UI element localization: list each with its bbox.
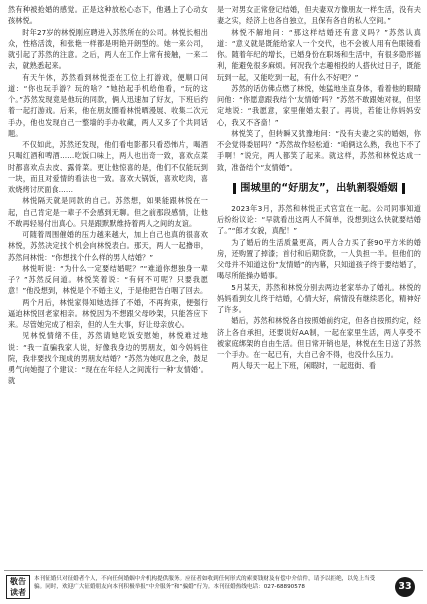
paragraph: 林悦听说：“为什么一定要结婚呢？”“难道你想独身一辈子？”苏然反问道。林悦笑着说：“有何不可呢？只要我愿意！”他没想到，林悦是个不婚主义，于是他把告白咽了回去。 — [8, 263, 208, 296]
paragraph: 两人每天一起上下班，闲暇时，一起逛街、看 — [231, 361, 377, 371]
left-column — [8, 4, 208, 387]
right-column — [217, 4, 421, 372]
paragraph: 林悦隔天就是同款的自己。苏然想，如果能跟林悦在一起，自己肯定是一辈子不会感到无聊。但之前那段感情，让他不敢再轻易付出真心。只是跟默默维持着两人之间的友谊。 — [8, 196, 208, 228]
paragraph: 是一对男女正常登记结婚，但夫妻双方像朋友一样生活，没有夫妻之实，经济上也各自独立，且保有各自的私人空间。” — [217, 5, 421, 26]
notice-text: 本刊征婚只对征婚者个人，不向任何婚姻中介机构提供服务。应征者如收到任何形式的索要钱财及有偿中介信件，请予以拒绝，以免上当受骗。同时，欢迎广大征婚朋友向本刊积极举报“中介服务”和“骗婚”行为。本刊征婚热线电话：027-68890578 — [34, 576, 376, 590]
section-heading — [217, 182, 421, 195]
section-title: 围城里的“好朋友”，出轨割裂婚姻 — [240, 182, 398, 194]
paragraph: 见林悦情绪不佳，苏然请她吃饭安慰她，林悦难过地说：“我一直骗我家人说，好像我身边的男朋友，如今妈妈住院，我非要找个现成的男朋友结婚？”苏然为她叹息之余，鼓足勇气向她提了个建议：“现在在年轻人之间流行一种‘友情婚’。就 — [8, 331, 208, 386]
paragraph: 时年27岁的林悦刚应聘进入苏然所在的公司。林悦长相出众，性格活泼，和张艳一样都是明艳开朗型的。她一来公司，就引起了苏然的注意。之后，两人在工作上常有接触，一来二去，就熟悉起来。 — [8, 27, 208, 71]
paragraph: 然有种被抢婚的感觉。正是这种放松心态下，他遇上了心动女孩林悦。 — [8, 5, 208, 26]
paragraph: 婚后，苏然和林悦各自按照婚前约定，但各自按照约定，经济上各自承担，还要说好AA制，一起在家里生活，两人享受不被家庭绑架的自由生活。但日常开销也是，林悦在生日送了苏然一个手办。在一起已有，大自己舍不得，也没什么压力。 — [217, 316, 421, 359]
paragraph: 为了婚后的生活质量更高，两人合力买了套90平方米的婚房，还购置了掉漆；首付和后期贷款，一人负担一半。但他们的父母并不知道这份“友情婚”的内幕，只知道孩子终于要结婚了，喝尽所能操办婚事。 — [217, 237, 421, 281]
notice-tag-line: 敬告 — [10, 577, 26, 586]
paragraph: 两个月后，林悦家得知她选择了不婚，不再拘束，便强行逼迫林悦回老家相亲。林悦因为不想跟父母吵架，只能答应下来。尽管她完成了相亲，但的人生大事，好让母亲放心。 — [8, 297, 208, 329]
notice-tag — [6, 575, 30, 599]
notice-tag-line: 读者 — [10, 587, 26, 597]
heading-bar-right — [402, 183, 405, 194]
paragraph: 有天午休，苏然看到林悦歪在工位上打游戏，便顺口问道：“你也玩手游？玩的啥？”她抬起手机给他看，“玩的这个。”苏然发现竟是他玩的同款，俩人迅速加了好友，下班后约着一起打游戏。后来，他在朋友圈看林悦晒漫展、收集二次元手办，他也发现自己一整墙的手办收藏，两人又多了个共同话题。 — [8, 72, 208, 138]
paragraph: 5月某天，苏然和林悦分别去两边老家举办了婚礼。林悦的妈妈看到女儿终于结婚，心情大好，病情没有继续恶化，精神好了许多。 — [217, 282, 421, 314]
paragraph: 2023年3月，苏然和林悦正式官宣在一起。公司同事知道后纷纷议论：“早就看出这两人不简单，没想到这么快就要结婚了。”“郎才女貌，真配！” — [217, 203, 421, 236]
page-number: 33 — [395, 577, 415, 597]
heading-bar-left — [233, 183, 236, 194]
paragraph: 苏然的话仿佛点燃了林悦，她猛地坐直身体，看着他的眼睛问他：“你愿意跟我结个‘友情婚’吗？”苏然不敢跟她对视，但坚定地说：“我愿意，家里催婚太狠了。再说，若能让你妈妈安心，我又不吝啬！” — [217, 83, 421, 127]
paragraph: 林悦笑了，但转瞬又犹豫地问：“没有夫妻之实的婚姻，你不会觉得委屈吗？”苏然故作轻松道：“咱俩这么熟，我也下不了手啊！”说完，两人都笑了起来。就这样，苏然和林悦达成一致，准备结个“友情婚”。 — [217, 128, 421, 172]
paragraph: 可随着周围催婚的压力越来越大，加上自己也真的很喜欢林悦，苏然决定找个机会向林悦表白。那天，两人一起撸串，苏然问林悦：“你想找个什么样的男人结婚？” — [8, 230, 208, 262]
paragraph: 不仅如此，苏然还发现，他们看电影都只看恐怖片，喝酒只喝红酒和啤酒……吃饭口味上，两人也出奇一致，喜欢点菜时都喜欢点去皮、露骨菜。更让他惊喜的是，他们不仅能玩到一块，而且对爱情的看法也一致。喜欢大锅饭，喜欢吃肉，喜欢烧烤讨厌面食…… — [8, 140, 208, 194]
reader-notice-footer — [4, 570, 423, 603]
paragraph: 林悦不解地问：“那这样结婚还有意义吗？”苏然认真道：“意义就是既能给家人一个交代，也不会被人用有色眼镜看你。随着年纪的增长，已婚身份在职场和生活中，有很多隐形福利，能避免很多麻烦。何况我个志趣相投的人搭伙过日子，既能玩到一起，又能吃到一起，有什么不好吧？” — [217, 27, 421, 82]
